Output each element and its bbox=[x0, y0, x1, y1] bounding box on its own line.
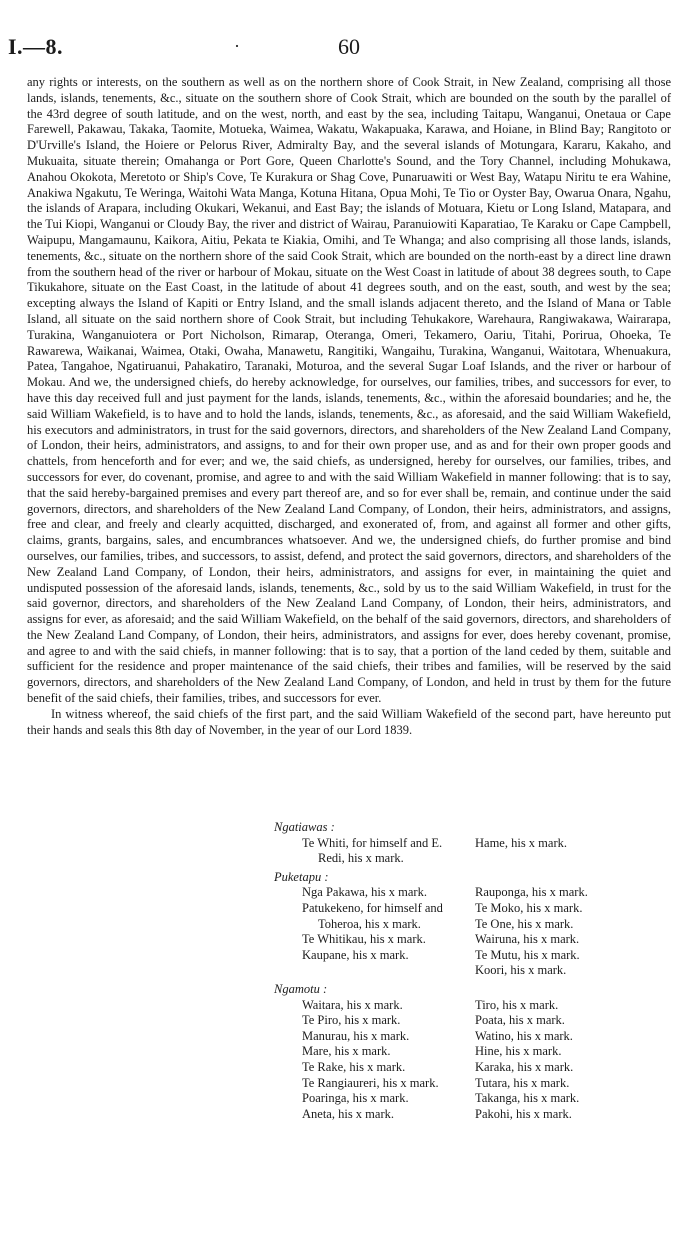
signatory: Te Whitikau, his x mark. bbox=[302, 932, 426, 947]
signatory: Watino, his x mark. bbox=[475, 1028, 573, 1043]
signatory: Aneta, his x mark. bbox=[302, 1106, 394, 1121]
signatory: Takanga, his x mark. bbox=[475, 1091, 580, 1106]
signatory: Te One, his x mark. bbox=[475, 916, 574, 931]
witness-paragraph: In witness whereof, the said chiefs of the first part, and the said William Wakefield of the second part, have hereunto put their hands and seals this 8th day of November, in the year of our Lord 1839. bbox=[27, 706, 671, 737]
signatory: Karaka, his x mark. bbox=[475, 1059, 574, 1074]
signature-group-ngatiawas bbox=[274, 820, 674, 867]
signatory: Poaringa, his x mark. bbox=[302, 1091, 409, 1106]
signatory: Hame, his x mark. bbox=[475, 835, 567, 850]
signatory: Mare, his x mark. bbox=[302, 1044, 391, 1059]
signatory: Patukekeno, for himself and Toheroa, his x mark. bbox=[302, 900, 443, 931]
signatory: Manurau, his x mark. bbox=[302, 1028, 410, 1043]
signatory: Tutara, his x mark. bbox=[475, 1075, 570, 1090]
header-dot: · bbox=[234, 36, 240, 56]
signatory: Te Mutu, his x mark. bbox=[475, 947, 580, 962]
deed-paragraph: any rights or interests, on the southern as well as on the northern shore of Cook Strait, in New Zealand, comprising all those lands, islands, tenements, &c., situate on the southern shore of Cook Strait, which are bounded on the south by the parallel of the 43rd degree of south latitude, and on the west, north, and east by the sea, including Taitapu, Wanganui, Onetaua or Cape Farewell, Pakawau, Takaka, Taomite, Motueka, Waimea, Wakatu, Wakapuaka, Karawa, and Hoiane, in Blind Bay; Rangitoto or D'Urville's Island, the Hoiere or Pelorus River, Admiralty Bay, and the several islands of Motungara, Kararu, Kakaho, and Mukuaita, situate therein; Omahanga or Port Gore, Queen Charlotte's Sound, and the Tory Channel, including Mohukawa, Anahou Okokota, Meretoto or Ship's Cove, Te Kurakura or Shag Cove, Punaruawiti or West Bay, Watapu Niritu te era Wahine, Anakiwa Ngakutu, Te Weringa, Waitohi Wata Manga, Kotuna Hitana, Opua Mohi, Te Tio or Oyster Bay, Owarua Onara, Ngahu, the islands of Arapara, including Okukari, Wekanui, and East Bay; the islands of Motuara, Kietu or Long Island, Matapara, and the Tui Kiopi, Wanganui or Cloudy Bay, the river and district of Wairau, Paranuiowiti Kaparatiao, Te Karaku or Cape Campbell, Waipupu, Mangamaunu, Kaikora, Aitiu, Pekata te Kiakia, Omihi, and Te Whanga; and also comprising all those lands, islands, tenements, &c., situate on the northern shore of the said Cook Strait, which are bounded on the north-east by a direct line drawn from the southern head of the river or harbour of Mokau, situate on the West Coast in latitude of about 38 degrees south, to Cape Tikukahore, situate on the East Coast, in the latitude of about 41 degrees south, and on the east, south, and west by the sea; excepting always the Island of Kapiti or Entry Island, and the small islands adjacent thereto, and the Island of Mana or Table Island, all situate on the said northern shore of Cook Strait, but including Tehukakore, Warehaura, Rangiwakawa, Wairarapa, Turakina, Wanganuiotera or Port Nicholson, Rimarap, Oteranga, Omeri, Tekamero, Oariu, Titahi, Porirua, Ohoeka, Te Rawarewa, Waikanai, Waimea, Otaki, Owaha, Manawetu, Rangitiki, Wangaihu, Turakina, Wanganui, Waitotara, Whenuakura, Patea, Tangahoe, Ngatiruanui, Pahakatiro, Taranaki, Moturoa, and the several Sugar Loaf Islands, and the river or harbour of Mokau. And we, the undersigned chiefs, do hereby acknowledge, for ourselves, our families, tribes, and successors for ever, to have this day received full and just payment for the lands, islands, tenements, &c., within the aforesaid boundaries; and he, the said William Wakefield, is to have and to hold the lands, islands, tenements, &c., as aforesaid, and the said William Wakefield, his executors and administrators, in trust for the said governors, directors, and shareholders of the New Zealand Land Company, of London, their heirs, administrators, and assigns, to and for their own proper use, and as and for their own proper goods and chattels, from henceforth and for ever; and we, the said chiefs, as undersigned, hereby for ourselves, our families, tribes, and successors for ever, do covenant, promise, and agree to and with the said William Wakefield in manner following: that is to say, that the said hereby-bargained premises and every part thereof are, and so for ever shall be, remain, and continue under the said governors, directors, and shareholders of the New Zealand Land Company, of London, their heirs, administrators, and assigns, free and clear, and freely and clearly acquitted, discharged, and exonerated of, from, and against all former and other gifts, claims, grants, bargains, sales, and encumbrances whatsoever. And we, the undersigned chiefs, do further promise and bind ourselves, our families, tribes, and successors, to assist, defend, and protect the said governors, directors, and shareholders of the New Zealand Land Company, of London, their heirs, administrators, and assigns for ever, in maintaining the quiet and undisputed possession of the aforesaid lands, islands, tenements, &c., sold by us to the said William Wakefield, in trust for the said governor, directors, and shareholders of the New Zealand Land Company, of London, their heirs, administrators, and assigns for ever, as aforesaid; and the said William Wakefield, on the behalf of the said governors, directors, and shareholders of the New Zealand Land Company, of London, their heirs, administrators, and assigns for ever, does hereby covenant, promise, and agree to and with the said chiefs, in manner following: that is to say, that a portion of the land ceded by them, suitable and sufficient for the residence and proper maintenance of the said chiefs, their tribes and families, will be reserved by the said governors, directors, and shareholders of the New Zealand Land Company, of London, and held in trust by them for the future benefit of the said chiefs, their families, tribes, and successors for ever. bbox=[27, 75, 671, 706]
signature-group-ngamotu bbox=[274, 982, 674, 1122]
tribe-name: Ngatiawas : bbox=[274, 820, 335, 834]
page-number: 60 bbox=[338, 34, 360, 59]
signatory: Kaupane, his x mark. bbox=[302, 947, 409, 962]
signatory: Nga Pakawa, his x mark. bbox=[302, 885, 427, 900]
signatory: Poata, his x mark. bbox=[475, 1013, 565, 1028]
document-reference: I.—8. bbox=[8, 34, 64, 59]
page-header bbox=[0, 0, 700, 70]
signatory: Te Rangiaureri, his x mark. bbox=[302, 1075, 439, 1090]
signatory: Pakohi, his x mark. bbox=[475, 1106, 572, 1121]
signatory: Te Whiti, for himself and E. Redi, his x mark. bbox=[302, 835, 443, 866]
tribe-name: Ngamotu : bbox=[274, 981, 328, 996]
signature-group-puketapu bbox=[274, 870, 674, 979]
tribe-name: Puketapu : bbox=[274, 869, 329, 884]
signatory: Te Piro, his x mark. bbox=[302, 1013, 401, 1028]
signatory: Te Rake, his x mark. bbox=[302, 1059, 406, 1074]
signatory: Wairuna, his x mark. bbox=[475, 932, 580, 947]
signatory: Rauponga, his x mark. bbox=[475, 885, 588, 900]
signature-block bbox=[274, 820, 674, 1125]
signatory: Te Moko, his x mark. bbox=[475, 900, 583, 915]
signatory: Tiro, his x mark. bbox=[475, 997, 559, 1012]
signatory: Koori, his x mark. bbox=[475, 963, 567, 978]
signatory: Waitara, his x mark. bbox=[302, 997, 403, 1012]
deed-body bbox=[27, 75, 671, 738]
signatory: Hine, his x mark. bbox=[475, 1044, 562, 1059]
